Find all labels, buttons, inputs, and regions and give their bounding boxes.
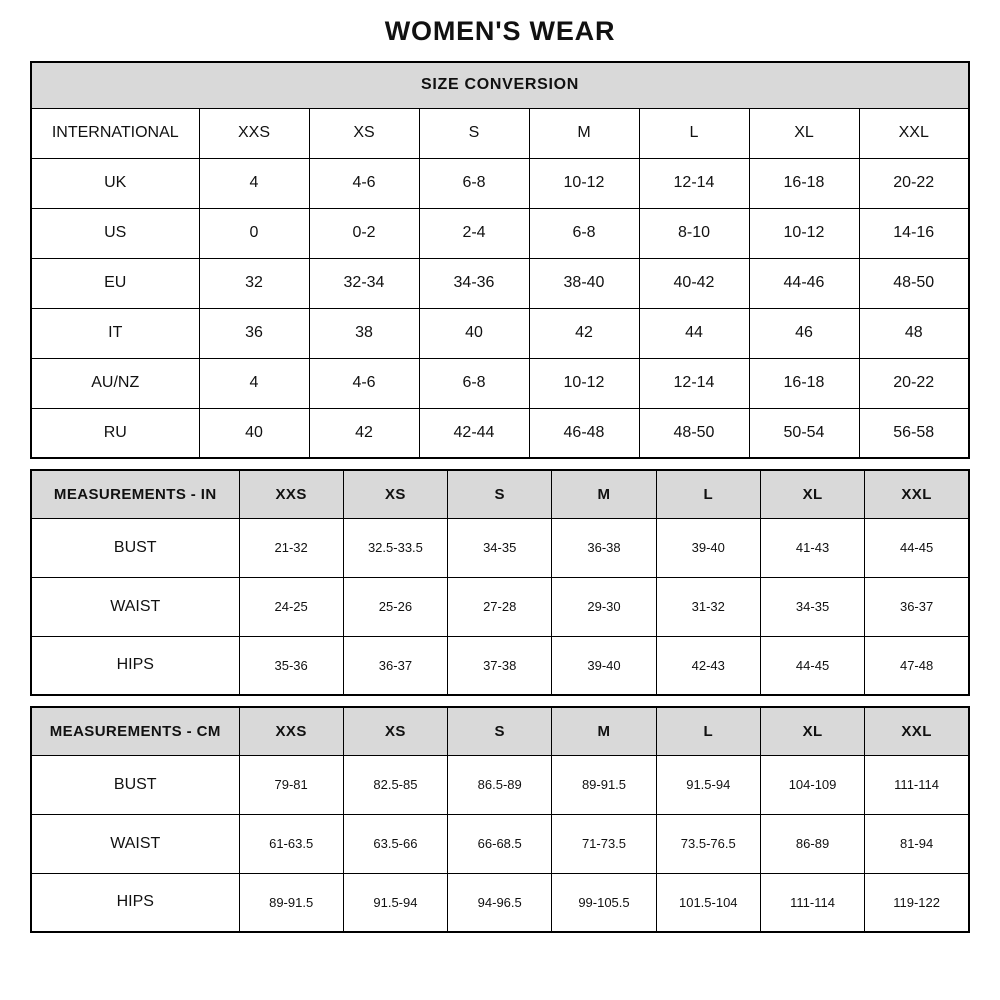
column-header-l: L <box>656 707 760 755</box>
column-header-xs: XS <box>309 108 419 158</box>
table-cell: 14-16 <box>859 208 969 258</box>
table-cell: 10-12 <box>749 208 859 258</box>
table-row <box>31 470 969 518</box>
table-cell: 111-114 <box>760 873 864 932</box>
table-cell: 46 <box>749 308 859 358</box>
table-cell: 16-18 <box>749 358 859 408</box>
table-cell: 44 <box>639 308 749 358</box>
table-row <box>31 518 969 577</box>
row-label-ru: RU <box>31 408 199 458</box>
table-cell: 48-50 <box>859 258 969 308</box>
row-label-bust: BUST <box>31 755 239 814</box>
table-cell: 44-45 <box>865 518 969 577</box>
table-cell: 119-122 <box>865 873 969 932</box>
column-header-s: S <box>419 108 529 158</box>
measurements-cm-title: MEASUREMENTS - CM <box>31 707 239 755</box>
column-header-m: M <box>552 707 656 755</box>
table-cell: 25-26 <box>343 577 447 636</box>
table-cell: 79-81 <box>239 755 343 814</box>
table-cell: 42 <box>309 408 419 458</box>
table-cell: 4-6 <box>309 158 419 208</box>
table-cell: 31-32 <box>656 577 760 636</box>
table-cell: 6-8 <box>529 208 639 258</box>
row-label-waist: WAIST <box>31 577 239 636</box>
size-conversion-title: SIZE CONVERSION <box>31 62 969 108</box>
table-cell: 36 <box>199 308 309 358</box>
table-cell: 40-42 <box>639 258 749 308</box>
table-cell: 16-18 <box>749 158 859 208</box>
table-row <box>31 108 969 158</box>
table-cell: 10-12 <box>529 158 639 208</box>
table-cell: 86.5-89 <box>448 755 552 814</box>
table-cell: 20-22 <box>859 158 969 208</box>
table-cell: 39-40 <box>552 636 656 695</box>
table-cell: 61-63.5 <box>239 814 343 873</box>
table-cell: 104-109 <box>760 755 864 814</box>
size-conversion-table <box>30 61 970 459</box>
table-cell: 2-4 <box>419 208 529 258</box>
column-header-xxl: XXL <box>865 707 969 755</box>
table-cell: 34-36 <box>419 258 529 308</box>
table-cell: 29-30 <box>552 577 656 636</box>
table-row <box>31 814 969 873</box>
table-row <box>31 158 969 208</box>
column-header-xxs: XXS <box>199 108 309 158</box>
table-cell: 99-105.5 <box>552 873 656 932</box>
table-cell: 101.5-104 <box>656 873 760 932</box>
column-header-s: S <box>448 707 552 755</box>
table-cell: 38-40 <box>529 258 639 308</box>
table-cell: 27-28 <box>448 577 552 636</box>
row-label-hips: HIPS <box>31 873 239 932</box>
table-row <box>31 308 969 358</box>
measurements-cm-table <box>30 706 970 933</box>
column-header-xxs: XXS <box>239 470 343 518</box>
table-cell: 63.5-66 <box>343 814 447 873</box>
column-header-xl: XL <box>749 108 859 158</box>
table-cell: 82.5-85 <box>343 755 447 814</box>
table-cell: 35-36 <box>239 636 343 695</box>
table-cell: 12-14 <box>639 358 749 408</box>
table-cell: 0-2 <box>309 208 419 258</box>
row-label-eu: EU <box>31 258 199 308</box>
table-cell: 4 <box>199 358 309 408</box>
table-row <box>31 408 969 458</box>
table-cell: 94-96.5 <box>448 873 552 932</box>
column-header-s: S <box>448 470 552 518</box>
table-cell: 4 <box>199 158 309 208</box>
row-label-hips: HIPS <box>31 636 239 695</box>
table-cell: 4-6 <box>309 358 419 408</box>
table-cell: 39-40 <box>656 518 760 577</box>
column-header-xl: XL <box>760 470 864 518</box>
table-cell: 91.5-94 <box>343 873 447 932</box>
column-header-xxs: XXS <box>239 707 343 755</box>
table-cell: 111-114 <box>865 755 969 814</box>
table-cell: 44-45 <box>760 636 864 695</box>
table-cell: 50-54 <box>749 408 859 458</box>
column-header-l: L <box>656 470 760 518</box>
table-cell: 32.5-33.5 <box>343 518 447 577</box>
column-header-international: INTERNATIONAL <box>31 108 199 158</box>
column-header-m: M <box>529 108 639 158</box>
table-row <box>31 208 969 258</box>
table-cell: 91.5-94 <box>656 755 760 814</box>
table-cell: 42-43 <box>656 636 760 695</box>
table-cell: 36-37 <box>865 577 969 636</box>
measurements-in-table <box>30 469 970 696</box>
measurements-in-title: MEASUREMENTS - IN <box>31 470 239 518</box>
column-header-xxl: XXL <box>859 108 969 158</box>
table-cell: 20-22 <box>859 358 969 408</box>
table-cell: 86-89 <box>760 814 864 873</box>
table-row <box>31 62 969 108</box>
row-label-uk: UK <box>31 158 199 208</box>
table-cell: 38 <box>309 308 419 358</box>
table-cell: 6-8 <box>419 358 529 408</box>
table-row <box>31 873 969 932</box>
table-cell: 89-91.5 <box>239 873 343 932</box>
table-cell: 24-25 <box>239 577 343 636</box>
table-cell: 40 <box>419 308 529 358</box>
table-cell: 47-48 <box>865 636 969 695</box>
table-cell: 71-73.5 <box>552 814 656 873</box>
table-row <box>31 707 969 755</box>
row-label-us: US <box>31 208 199 258</box>
table-cell: 48 <box>859 308 969 358</box>
table-cell: 89-91.5 <box>552 755 656 814</box>
column-header-xs: XS <box>343 470 447 518</box>
table-cell: 40 <box>199 408 309 458</box>
row-label-bust: BUST <box>31 518 239 577</box>
table-cell: 32 <box>199 258 309 308</box>
table-cell: 81-94 <box>865 814 969 873</box>
table-cell: 42-44 <box>419 408 529 458</box>
table-cell: 56-58 <box>859 408 969 458</box>
table-cell: 46-48 <box>529 408 639 458</box>
row-label-aunz: AU/NZ <box>31 358 199 408</box>
column-header-xxl: XXL <box>865 470 969 518</box>
table-cell: 48-50 <box>639 408 749 458</box>
table-row <box>31 358 969 408</box>
table-cell: 41-43 <box>760 518 864 577</box>
table-row <box>31 258 969 308</box>
table-row <box>31 577 969 636</box>
column-header-xs: XS <box>343 707 447 755</box>
table-cell: 44-46 <box>749 258 859 308</box>
table-cell: 66-68.5 <box>448 814 552 873</box>
table-cell: 10-12 <box>529 358 639 408</box>
table-cell: 37-38 <box>448 636 552 695</box>
table-row <box>31 755 969 814</box>
table-cell: 0 <box>199 208 309 258</box>
table-cell: 34-35 <box>760 577 864 636</box>
table-cell: 6-8 <box>419 158 529 208</box>
column-header-xl: XL <box>760 707 864 755</box>
table-cell: 12-14 <box>639 158 749 208</box>
table-cell: 36-38 <box>552 518 656 577</box>
table-cell: 32-34 <box>309 258 419 308</box>
table-cell: 36-37 <box>343 636 447 695</box>
table-row <box>31 636 969 695</box>
page-title: WOMEN'S WEAR <box>384 16 616 46</box>
table-cell: 73.5-76.5 <box>656 814 760 873</box>
table-cell: 34-35 <box>448 518 552 577</box>
row-label-it: IT <box>31 308 199 358</box>
column-header-m: M <box>552 470 656 518</box>
table-cell: 8-10 <box>639 208 749 258</box>
table-cell: 21-32 <box>239 518 343 577</box>
column-header-l: L <box>639 108 749 158</box>
row-label-waist: WAIST <box>31 814 239 873</box>
table-cell: 42 <box>529 308 639 358</box>
